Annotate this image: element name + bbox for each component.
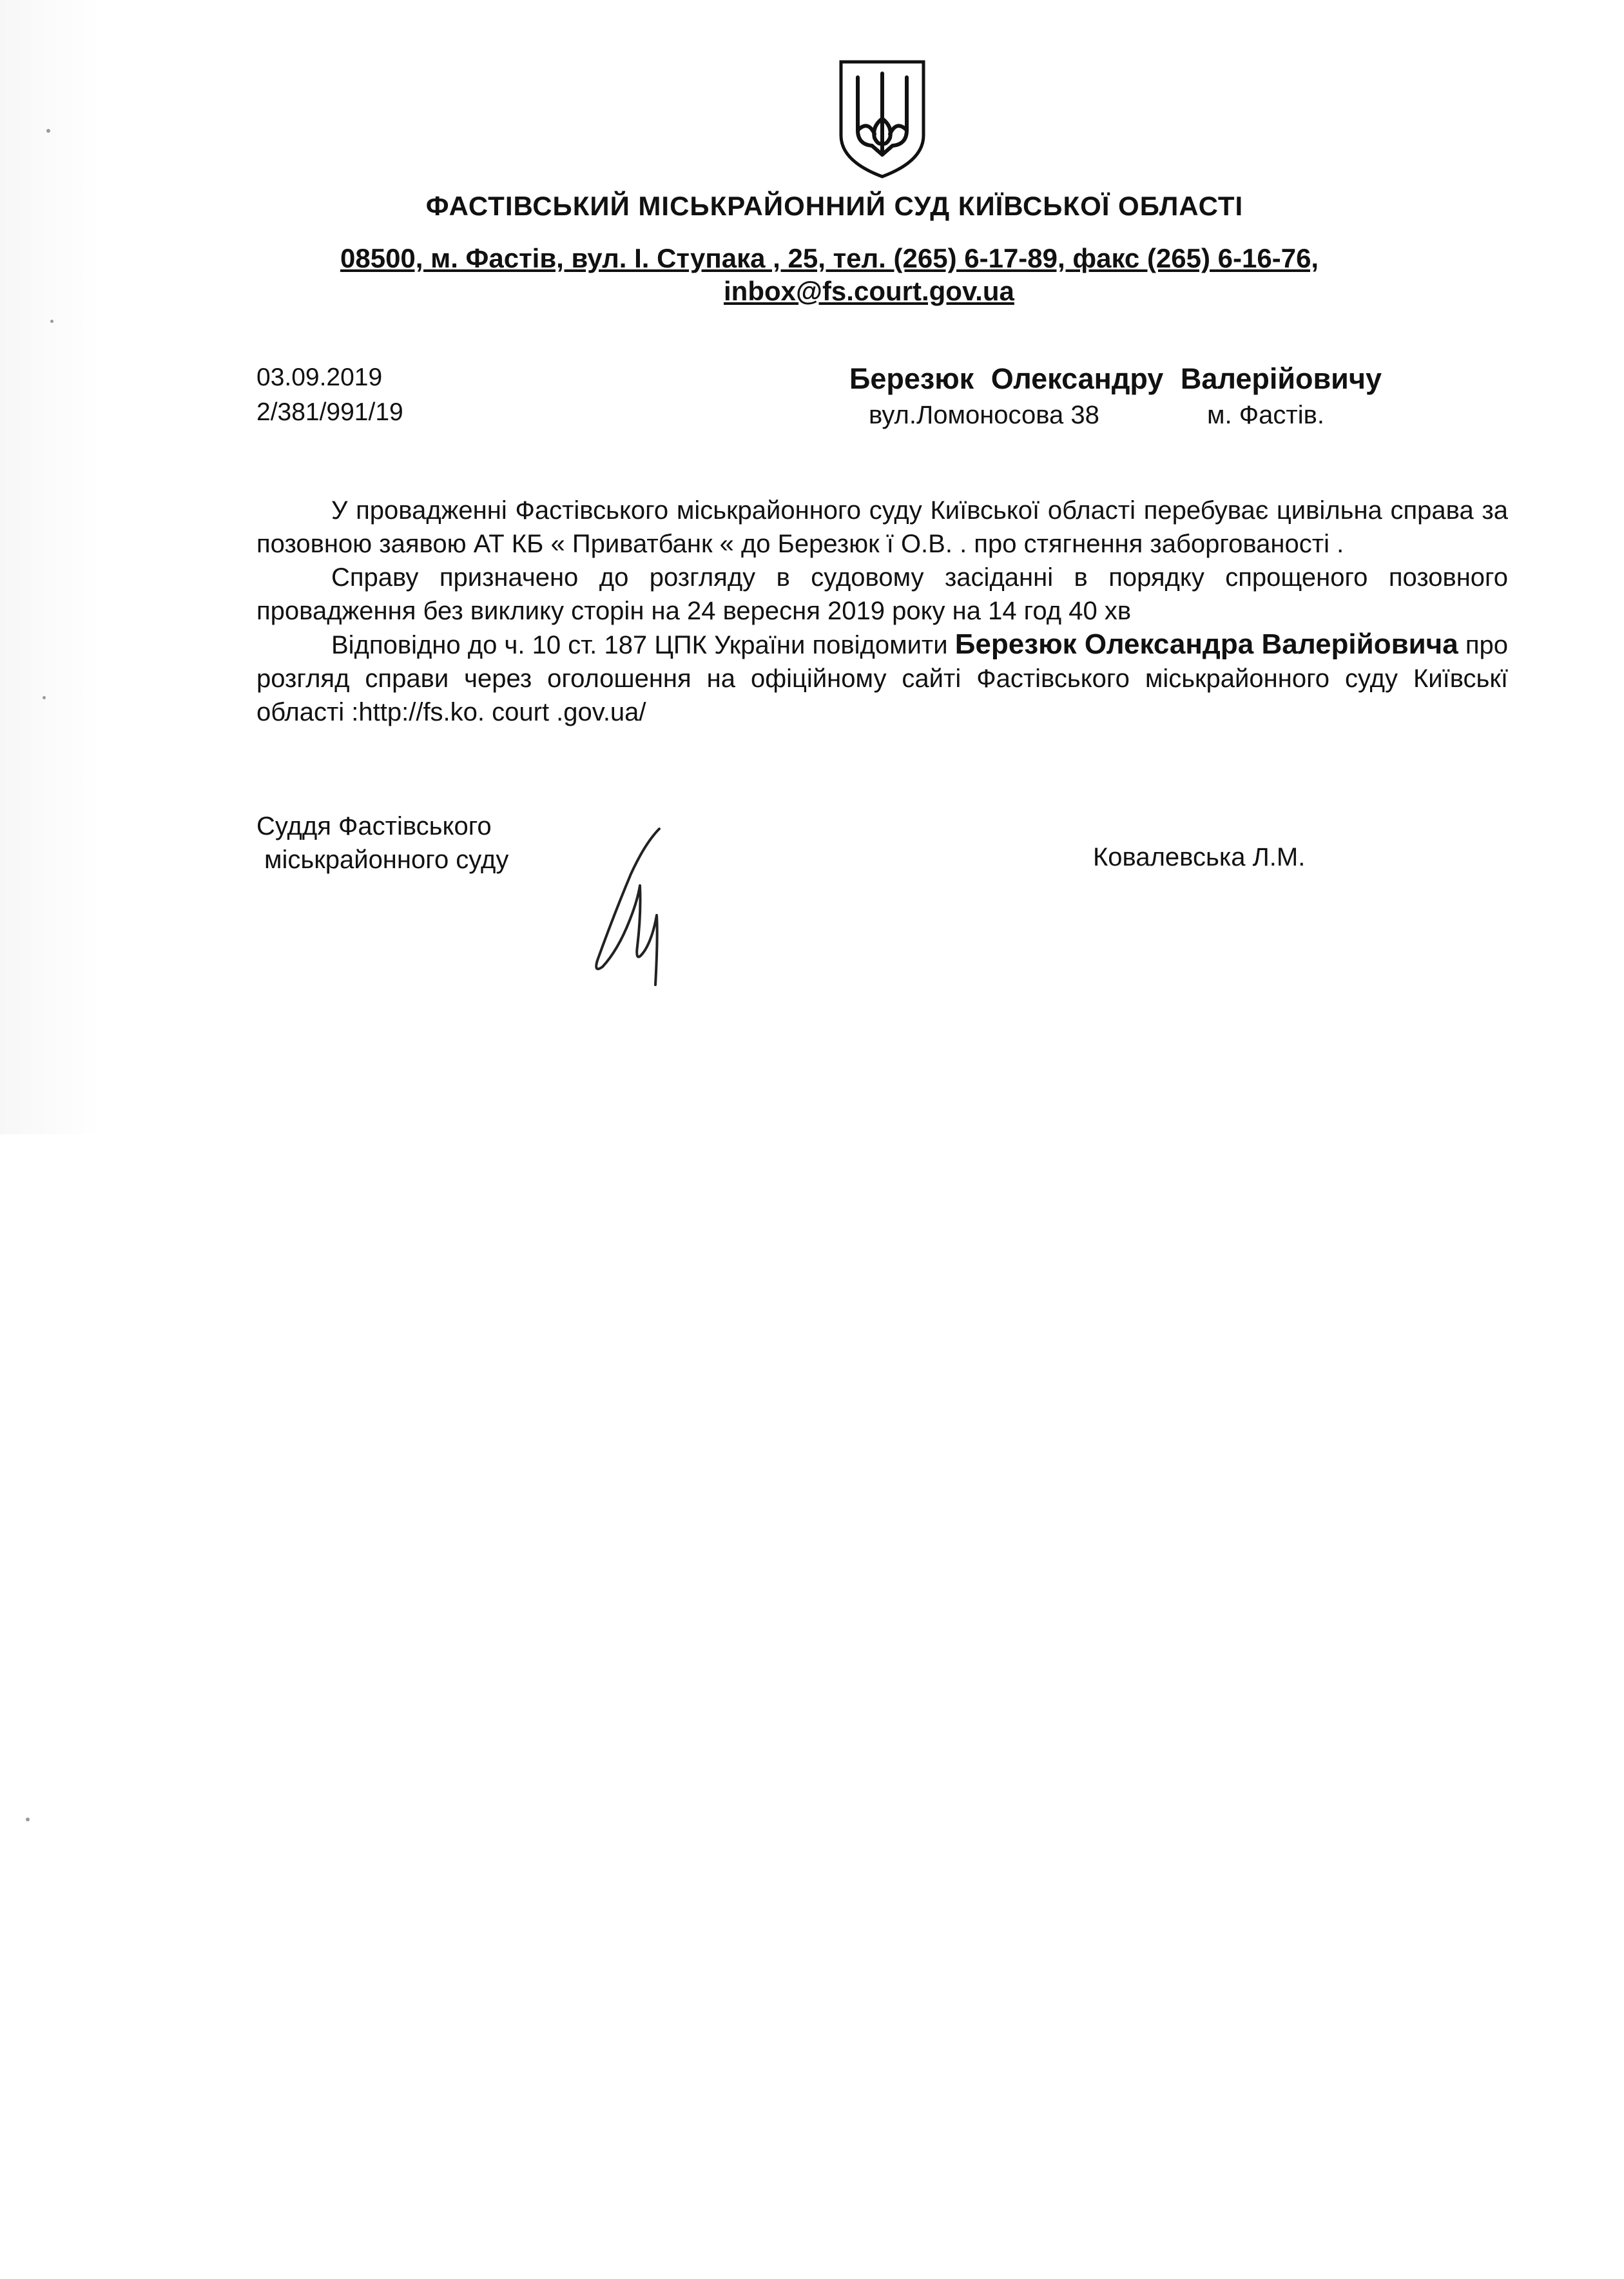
paragraph-proceedings: У провадженні Фастівського міськрайонного суду Київської області перебуває цивільна справа за позовною заявою АТ КБ « Приватбанк « до Березюк ї О.В. . про стягнення заборгованості . (256, 496, 1508, 558)
notification-text: Відповідно до ч. 10 ст. 187 ЦПК України повідомити (331, 631, 955, 659)
court-name: ФАСТІВСЬКИЙ МІСЬКРАЙОННИЙ СУД КИЇВСЬКОЇ ОБЛАСТІ (425, 191, 1244, 221)
letter-body (256, 494, 1508, 729)
scan-speck (50, 320, 53, 323)
paragraph-notification (256, 628, 1508, 729)
trident-emblem (836, 58, 929, 179)
scan-speck (43, 696, 46, 699)
judge-name: Ковалевська Л.М. (1093, 843, 1306, 871)
paragraph-hearing: Справу призначено до розгляду в судовому засіданні в порядку спрощеного позовного провадження без виклику сторін на 24 вересня 2019 року на 14 год 40 хв (256, 563, 1508, 625)
addressee-name: Березюк Олександру Валерійовичу (849, 362, 1382, 395)
scan-speck (26, 1818, 30, 1821)
addressee-city: м. Фастів. (1207, 401, 1324, 429)
defendant-name: Березюк Олександра Валерійовича (954, 628, 1458, 660)
court-email: inbox@fs.court.gov.ua (724, 276, 1014, 306)
case-reference: 2/381/991/19 (256, 398, 403, 426)
judge-title-line-2: міськрайонного суду (264, 846, 509, 874)
letter-date: 03.09.2019 (256, 364, 383, 391)
notification-text-end: про розгляд справи через оголошення на офіційному сайті Фастівського міськрайонного суду Київськї області :http://fs.ko. court .gov.ua/ (256, 631, 1509, 726)
handwritten-signature (583, 824, 680, 991)
court-address: 08500, м. Фастів, вул. І. Ступака , 25, тел. (265) 6-17-89, факс (265) 6-16-76, (340, 243, 1319, 273)
scan-shadow (0, 0, 103, 1134)
judge-title (256, 810, 508, 877)
addressee-street: вул.Ломоносова 38 (869, 401, 1099, 429)
scan-speck (46, 129, 50, 133)
judge-title-line-1: Суддя Фастівського (256, 812, 492, 840)
